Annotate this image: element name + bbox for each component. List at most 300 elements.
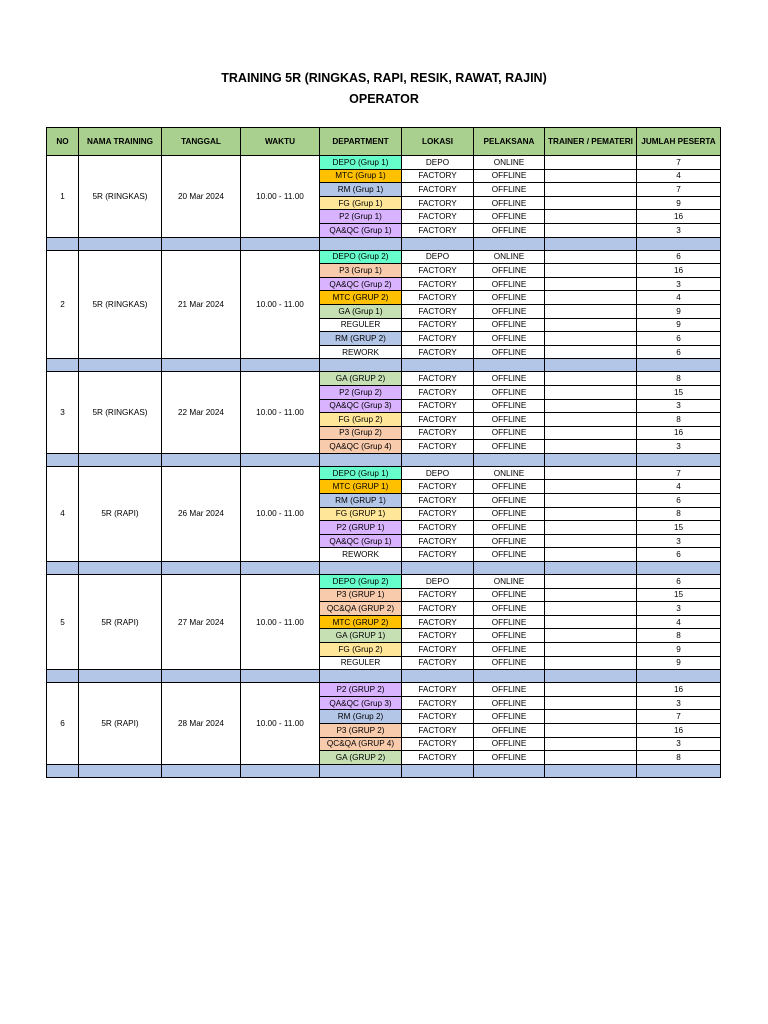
cell-trainer: [545, 521, 637, 535]
separator-cell: [79, 453, 162, 466]
separator-cell: [162, 453, 241, 466]
separator-cell: [637, 562, 721, 575]
cell-pelaksana: OFFLINE: [474, 521, 545, 535]
cell-department: FG (Grup 2): [320, 413, 402, 427]
cell-lokasi: FACTORY: [402, 426, 474, 440]
cell-no: 1: [47, 156, 79, 238]
cell-lokasi: FACTORY: [402, 169, 474, 183]
cell-jumlah-peserta: 15: [637, 521, 721, 535]
separator-cell: [402, 764, 474, 777]
cell-pelaksana: OFFLINE: [474, 264, 545, 278]
cell-pelaksana: ONLINE: [474, 250, 545, 264]
cell-pelaksana: OFFLINE: [474, 372, 545, 386]
cell-lokasi: FACTORY: [402, 264, 474, 278]
separator-cell: [320, 359, 402, 372]
cell-trainer: [545, 277, 637, 291]
cell-nama-training: 5R (RINGKAS): [79, 156, 162, 238]
table-row: [47, 372, 721, 386]
cell-nama-training: 5R (RAPI): [79, 575, 162, 670]
separator-cell: [162, 764, 241, 777]
separator-cell: [545, 237, 637, 250]
cell-department: QA&QC (Grup 2): [320, 277, 402, 291]
cell-trainer: [545, 737, 637, 751]
separator-cell: [320, 237, 402, 250]
cell-jumlah-peserta: 9: [637, 318, 721, 332]
separator-cell: [79, 237, 162, 250]
cell-pelaksana: OFFLINE: [474, 588, 545, 602]
cell-lokasi: FACTORY: [402, 480, 474, 494]
cell-lokasi: FACTORY: [402, 345, 474, 359]
cell-department: QC&QA (GRUP 2): [320, 602, 402, 616]
separator-cell: [162, 562, 241, 575]
cell-tanggal: 20 Mar 2024: [162, 156, 241, 238]
separator-cell: [474, 670, 545, 683]
document-title: TRAINING 5R (RINGKAS, RAPI, RESIK, RAWAT, RAJIN): [221, 71, 547, 85]
cell-jumlah-peserta: 6: [637, 494, 721, 508]
cell-pelaksana: OFFLINE: [474, 602, 545, 616]
separator-cell: [162, 359, 241, 372]
cell-pelaksana: OFFLINE: [474, 723, 545, 737]
separator-row: [47, 670, 721, 683]
cell-pelaksana: OFFLINE: [474, 385, 545, 399]
cell-lokasi: FACTORY: [402, 602, 474, 616]
separator-cell: [241, 237, 320, 250]
separator-cell: [545, 670, 637, 683]
cell-trainer: [545, 156, 637, 170]
cell-lokasi: DEPO: [402, 250, 474, 264]
header-department: DEPARTMENT: [320, 128, 402, 156]
cell-lokasi: FACTORY: [402, 615, 474, 629]
cell-jumlah-peserta: 8: [637, 507, 721, 521]
cell-department: P2 (GRUP 2): [320, 683, 402, 697]
cell-jumlah-peserta: 3: [637, 223, 721, 237]
cell-nama-training: 5R (RAPI): [79, 683, 162, 765]
cell-lokasi: FACTORY: [402, 548, 474, 562]
cell-pelaksana: OFFLINE: [474, 737, 545, 751]
cell-pelaksana: ONLINE: [474, 575, 545, 589]
cell-lokasi: FACTORY: [402, 385, 474, 399]
cell-pelaksana: OFFLINE: [474, 277, 545, 291]
cell-pelaksana: OFFLINE: [474, 548, 545, 562]
cell-jumlah-peserta: 4: [637, 169, 721, 183]
separator-cell: [47, 453, 79, 466]
cell-trainer: [545, 210, 637, 224]
table-row: [47, 466, 721, 480]
separator-row: [47, 764, 721, 777]
header-waktu: WAKTU: [241, 128, 320, 156]
cell-jumlah-peserta: 9: [637, 304, 721, 318]
separator-cell: [474, 237, 545, 250]
table-row: [47, 683, 721, 697]
cell-pelaksana: OFFLINE: [474, 629, 545, 643]
cell-no: 5: [47, 575, 79, 670]
cell-department: QA&QC (Grup 3): [320, 399, 402, 413]
cell-trainer: [545, 183, 637, 197]
separator-cell: [474, 562, 545, 575]
cell-trainer: [545, 291, 637, 305]
separator-cell: [47, 764, 79, 777]
cell-trainer: [545, 602, 637, 616]
cell-jumlah-peserta: 6: [637, 345, 721, 359]
cell-no: 4: [47, 466, 79, 561]
cell-lokasi: FACTORY: [402, 494, 474, 508]
cell-trainer: [545, 629, 637, 643]
cell-lokasi: FACTORY: [402, 210, 474, 224]
cell-pelaksana: OFFLINE: [474, 683, 545, 697]
separator-cell: [474, 453, 545, 466]
cell-department: REGULER: [320, 318, 402, 332]
cell-jumlah-peserta: 6: [637, 548, 721, 562]
cell-lokasi: FACTORY: [402, 372, 474, 386]
cell-department: P2 (GRUP 1): [320, 521, 402, 535]
separator-cell: [320, 562, 402, 575]
separator-cell: [79, 670, 162, 683]
cell-jumlah-peserta: 8: [637, 413, 721, 427]
separator-cell: [47, 359, 79, 372]
separator-cell: [320, 670, 402, 683]
cell-tanggal: 22 Mar 2024: [162, 372, 241, 454]
header-pelaksana: PELAKSANA: [474, 128, 545, 156]
separator-cell: [474, 764, 545, 777]
cell-department: FG (Grup 1): [320, 196, 402, 210]
cell-trainer: [545, 656, 637, 670]
cell-jumlah-peserta: 16: [637, 426, 721, 440]
cell-department: P3 (GRUP 1): [320, 588, 402, 602]
cell-department: P2 (Grup 2): [320, 385, 402, 399]
cell-pelaksana: OFFLINE: [474, 183, 545, 197]
table-row: [47, 156, 721, 170]
cell-pelaksana: OFFLINE: [474, 494, 545, 508]
cell-pelaksana: OFFLINE: [474, 304, 545, 318]
document-subtitle: OPERATOR: [349, 92, 419, 106]
separator-cell: [241, 453, 320, 466]
cell-lokasi: FACTORY: [402, 413, 474, 427]
table-row: [47, 575, 721, 589]
cell-lokasi: FACTORY: [402, 318, 474, 332]
cell-department: MTC (GRUP 2): [320, 291, 402, 305]
cell-trainer: [545, 318, 637, 332]
cell-department: RM (GRUP 1): [320, 494, 402, 508]
cell-trainer: [545, 710, 637, 724]
cell-pelaksana: OFFLINE: [474, 656, 545, 670]
cell-department: RM (Grup 2): [320, 710, 402, 724]
cell-waktu: 10.00 - 11.00: [241, 250, 320, 359]
cell-department: GA (Grup 1): [320, 304, 402, 318]
cell-trainer: [545, 723, 637, 737]
cell-trainer: [545, 575, 637, 589]
cell-pelaksana: OFFLINE: [474, 223, 545, 237]
cell-no: 2: [47, 250, 79, 359]
cell-trainer: [545, 304, 637, 318]
cell-department: DEPO (Grup 2): [320, 250, 402, 264]
cell-trainer: [545, 683, 637, 697]
cell-department: QA&QC (Grup 3): [320, 696, 402, 710]
table-body: [47, 156, 721, 778]
cell-jumlah-peserta: 8: [637, 629, 721, 643]
cell-pelaksana: OFFLINE: [474, 426, 545, 440]
cell-department: RM (Grup 1): [320, 183, 402, 197]
separator-cell: [545, 453, 637, 466]
cell-department: P3 (Grup 2): [320, 426, 402, 440]
cell-jumlah-peserta: 8: [637, 751, 721, 765]
cell-trainer: [545, 264, 637, 278]
cell-lokasi: FACTORY: [402, 737, 474, 751]
cell-lokasi: FACTORY: [402, 183, 474, 197]
cell-lokasi: FACTORY: [402, 440, 474, 454]
cell-waktu: 10.00 - 11.00: [241, 156, 320, 238]
cell-pelaksana: OFFLINE: [474, 710, 545, 724]
separator-cell: [474, 359, 545, 372]
cell-department: DEPO (Grup 1): [320, 466, 402, 480]
cell-tanggal: 21 Mar 2024: [162, 250, 241, 359]
cell-jumlah-peserta: 6: [637, 250, 721, 264]
cell-department: DEPO (Grup 1): [320, 156, 402, 170]
cell-department: QA&QC (Grup 1): [320, 534, 402, 548]
header-nama-training: NAMA TRAINING: [79, 128, 162, 156]
cell-pelaksana: OFFLINE: [474, 291, 545, 305]
cell-pelaksana: OFFLINE: [474, 345, 545, 359]
separator-cell: [47, 670, 79, 683]
cell-trainer: [545, 507, 637, 521]
cell-waktu: 10.00 - 11.00: [241, 575, 320, 670]
cell-lokasi: FACTORY: [402, 710, 474, 724]
cell-pelaksana: OFFLINE: [474, 751, 545, 765]
cell-nama-training: 5R (RINGKAS): [79, 250, 162, 359]
cell-jumlah-peserta: 3: [637, 737, 721, 751]
separator-cell: [47, 237, 79, 250]
cell-pelaksana: OFFLINE: [474, 643, 545, 657]
cell-pelaksana: ONLINE: [474, 466, 545, 480]
cell-department: MTC (GRUP 1): [320, 480, 402, 494]
separator-cell: [402, 359, 474, 372]
separator-cell: [545, 359, 637, 372]
cell-lokasi: DEPO: [402, 575, 474, 589]
cell-pelaksana: OFFLINE: [474, 440, 545, 454]
separator-cell: [47, 562, 79, 575]
separator-row: [47, 562, 721, 575]
cell-nama-training: 5R (RINGKAS): [79, 372, 162, 454]
separator-cell: [241, 562, 320, 575]
cell-tanggal: 27 Mar 2024: [162, 575, 241, 670]
cell-department: P2 (Grup 1): [320, 210, 402, 224]
cell-trainer: [545, 440, 637, 454]
cell-jumlah-peserta: 7: [637, 466, 721, 480]
separator-row: [47, 359, 721, 372]
table-header-row: [47, 128, 721, 156]
header-lokasi: LOKASI: [402, 128, 474, 156]
separator-cell: [637, 237, 721, 250]
cell-jumlah-peserta: 15: [637, 385, 721, 399]
cell-lokasi: FACTORY: [402, 291, 474, 305]
cell-jumlah-peserta: 3: [637, 602, 721, 616]
cell-department: GA (GRUP 2): [320, 372, 402, 386]
separator-cell: [637, 453, 721, 466]
header-tanggal: TANGGAL: [162, 128, 241, 156]
cell-lokasi: FACTORY: [402, 332, 474, 346]
cell-jumlah-peserta: 3: [637, 440, 721, 454]
separator-cell: [637, 359, 721, 372]
cell-pelaksana: OFFLINE: [474, 399, 545, 413]
cell-lokasi: FACTORY: [402, 277, 474, 291]
separator-cell: [79, 359, 162, 372]
cell-jumlah-peserta: 3: [637, 399, 721, 413]
separator-cell: [79, 764, 162, 777]
cell-lokasi: FACTORY: [402, 751, 474, 765]
cell-department: DEPO (Grup 2): [320, 575, 402, 589]
cell-lokasi: FACTORY: [402, 629, 474, 643]
cell-pelaksana: OFFLINE: [474, 696, 545, 710]
cell-no: 6: [47, 683, 79, 765]
cell-jumlah-peserta: 3: [637, 534, 721, 548]
cell-lokasi: FACTORY: [402, 223, 474, 237]
separator-row: [47, 453, 721, 466]
separator-cell: [545, 764, 637, 777]
cell-trainer: [545, 494, 637, 508]
separator-cell: [241, 764, 320, 777]
cell-jumlah-peserta: 9: [637, 196, 721, 210]
cell-trainer: [545, 466, 637, 480]
cell-pelaksana: OFFLINE: [474, 318, 545, 332]
cell-trainer: [545, 385, 637, 399]
cell-lokasi: FACTORY: [402, 534, 474, 548]
cell-pelaksana: OFFLINE: [474, 169, 545, 183]
cell-jumlah-peserta: 7: [637, 183, 721, 197]
cell-lokasi: FACTORY: [402, 723, 474, 737]
cell-lokasi: FACTORY: [402, 507, 474, 521]
cell-department: REGULER: [320, 656, 402, 670]
separator-cell: [402, 670, 474, 683]
cell-nama-training: 5R (RAPI): [79, 466, 162, 561]
cell-jumlah-peserta: 9: [637, 656, 721, 670]
cell-jumlah-peserta: 4: [637, 480, 721, 494]
cell-jumlah-peserta: 6: [637, 575, 721, 589]
cell-jumlah-peserta: 15: [637, 588, 721, 602]
cell-lokasi: DEPO: [402, 156, 474, 170]
cell-jumlah-peserta: 3: [637, 696, 721, 710]
cell-department: QA&QC (Grup 4): [320, 440, 402, 454]
separator-cell: [402, 237, 474, 250]
separator-cell: [637, 764, 721, 777]
cell-pelaksana: OFFLINE: [474, 507, 545, 521]
cell-trainer: [545, 534, 637, 548]
cell-jumlah-peserta: 16: [637, 723, 721, 737]
cell-jumlah-peserta: 16: [637, 210, 721, 224]
cell-jumlah-peserta: 4: [637, 291, 721, 305]
cell-department: QC&QA (GRUP 4): [320, 737, 402, 751]
cell-department: FG (GRUP 1): [320, 507, 402, 521]
cell-department: RM (GRUP 2): [320, 332, 402, 346]
cell-jumlah-peserta: 4: [637, 615, 721, 629]
cell-lokasi: FACTORY: [402, 196, 474, 210]
cell-pelaksana: OFFLINE: [474, 480, 545, 494]
separator-cell: [320, 764, 402, 777]
cell-department: REWORK: [320, 345, 402, 359]
cell-waktu: 10.00 - 11.00: [241, 372, 320, 454]
cell-jumlah-peserta: 3: [637, 277, 721, 291]
cell-trainer: [545, 345, 637, 359]
cell-lokasi: FACTORY: [402, 588, 474, 602]
cell-department: P3 (GRUP 2): [320, 723, 402, 737]
cell-trainer: [545, 426, 637, 440]
separator-cell: [162, 670, 241, 683]
cell-waktu: 10.00 - 11.00: [241, 466, 320, 561]
table-row: [47, 250, 721, 264]
cell-lokasi: FACTORY: [402, 656, 474, 670]
cell-pelaksana: OFFLINE: [474, 332, 545, 346]
cell-pelaksana: OFFLINE: [474, 413, 545, 427]
cell-pelaksana: ONLINE: [474, 156, 545, 170]
separator-cell: [545, 562, 637, 575]
cell-department: P3 (Grup 1): [320, 264, 402, 278]
cell-trainer: [545, 223, 637, 237]
cell-no: 3: [47, 372, 79, 454]
cell-department: QA&QC (Grup 1): [320, 223, 402, 237]
cell-department: GA (GRUP 2): [320, 751, 402, 765]
cell-department: FG (Grup 2): [320, 643, 402, 657]
cell-pelaksana: OFFLINE: [474, 210, 545, 224]
cell-trainer: [545, 413, 637, 427]
header-no: NO: [47, 128, 79, 156]
cell-pelaksana: OFFLINE: [474, 615, 545, 629]
cell-tanggal: 28 Mar 2024: [162, 683, 241, 765]
cell-trainer: [545, 480, 637, 494]
separator-cell: [162, 237, 241, 250]
header-jumlah-peserta: JUMLAH PESERTA: [637, 128, 721, 156]
cell-department: MTC (Grup 1): [320, 169, 402, 183]
cell-lokasi: FACTORY: [402, 683, 474, 697]
cell-trainer: [545, 643, 637, 657]
separator-row: [47, 237, 721, 250]
cell-jumlah-peserta: 8: [637, 372, 721, 386]
cell-trainer: [545, 615, 637, 629]
training-schedule-table: [46, 127, 721, 778]
cell-trainer: [545, 548, 637, 562]
cell-jumlah-peserta: 9: [637, 643, 721, 657]
cell-trainer: [545, 332, 637, 346]
cell-lokasi: FACTORY: [402, 643, 474, 657]
cell-jumlah-peserta: 16: [637, 264, 721, 278]
separator-cell: [241, 670, 320, 683]
cell-lokasi: DEPO: [402, 466, 474, 480]
cell-lokasi: FACTORY: [402, 399, 474, 413]
separator-cell: [241, 359, 320, 372]
cell-lokasi: FACTORY: [402, 304, 474, 318]
cell-trainer: [545, 751, 637, 765]
cell-pelaksana: OFFLINE: [474, 534, 545, 548]
cell-department: GA (GRUP 1): [320, 629, 402, 643]
separator-cell: [320, 453, 402, 466]
separator-cell: [402, 453, 474, 466]
cell-trainer: [545, 196, 637, 210]
header-trainer: TRAINER / PEMATERI: [545, 128, 637, 156]
cell-trainer: [545, 372, 637, 386]
cell-lokasi: FACTORY: [402, 521, 474, 535]
cell-lokasi: FACTORY: [402, 696, 474, 710]
cell-jumlah-peserta: 7: [637, 710, 721, 724]
cell-waktu: 10.00 - 11.00: [241, 683, 320, 765]
cell-department: REWORK: [320, 548, 402, 562]
separator-cell: [79, 562, 162, 575]
cell-trainer: [545, 399, 637, 413]
cell-trainer: [545, 250, 637, 264]
separator-cell: [637, 670, 721, 683]
cell-jumlah-peserta: 6: [637, 332, 721, 346]
cell-trainer: [545, 696, 637, 710]
cell-tanggal: 26 Mar 2024: [162, 466, 241, 561]
cell-pelaksana: OFFLINE: [474, 196, 545, 210]
cell-department: MTC (GRUP 2): [320, 615, 402, 629]
cell-trainer: [545, 169, 637, 183]
